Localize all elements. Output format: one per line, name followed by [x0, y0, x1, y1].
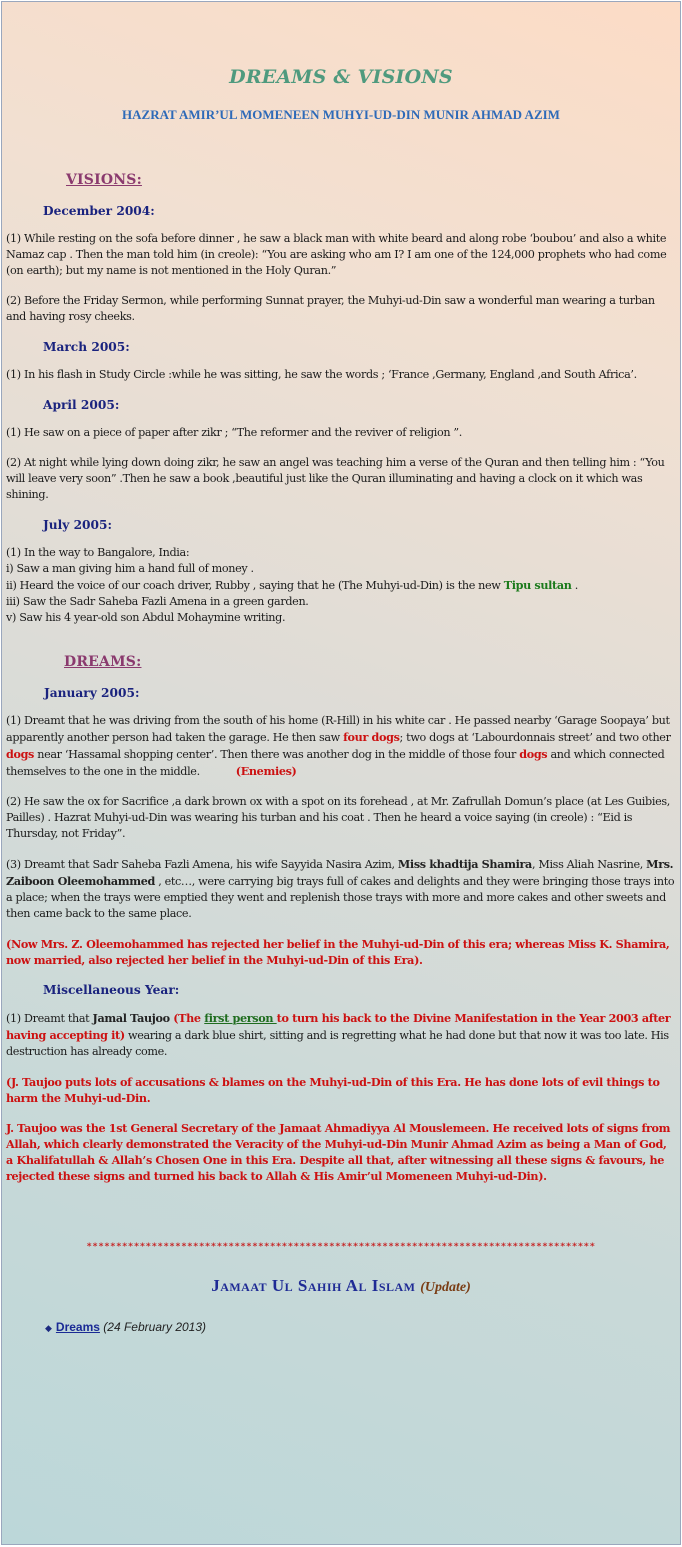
date-heading-mar-2005: March 2005:	[43, 340, 130, 354]
dream-text: and which connected themselves to the one in the middle.	[6, 748, 665, 778]
jamaat-heading	[2, 1276, 680, 1296]
dream-paragraph	[6, 856, 676, 922]
dream-text: (3) Dreamt that Sadr Saheba Fazli Amena, his wife Sayyida Nasira Azim,	[6, 858, 398, 871]
bold-name: Mrs. Zaiboon Oleemohammed	[6, 857, 674, 888]
star-divider: **************************************************************************************	[86, 1242, 596, 1252]
jamaat-name: Jamaat Ul Sahih Al Islam	[211, 1276, 416, 1295]
diamond-bullet-icon: ◆	[45, 1323, 52, 1333]
dreams-link[interactable]: Dreams	[55, 1320, 100, 1334]
vision-list-item	[6, 577, 676, 594]
vision-list-item: iii) Saw the Sadr Saheba Fazli Amena in a green garden.	[6, 595, 309, 608]
vision-paragraph: (2) Before the Friday Sermon, while performing Sunnat prayer, the Muhyi-ud-Din saw a wonderful man wearing a turban and having rosy cheeks.	[6, 294, 655, 323]
dreams-heading: DREAMS:	[64, 654, 142, 670]
dream-paragraph: (2) He saw the ox for Sacrifice ,a dark brown ox with a spot on its forehead , at Mr. Zafrullah Domun’s place (at Les Guibies, Pailles) . Hazrat Muhyi-ud-Din was wearing his turban and his coat . Then he heard a voice saying (in creole) : “Eid is Thursday, not Friday”.	[6, 795, 670, 840]
vision-paragraph: (1) He saw on a piece of paper after zikr ; “The reformer and the reviver of religion ”.	[6, 426, 463, 439]
vision-list-item: i) Saw a man giving him a hand full of money .	[6, 562, 254, 575]
vision-paragraph: (1) In his flash in Study Circle :while he was sitting, he saw the words ; ‘France ,Germany, England ,and South Africa’.	[6, 368, 637, 381]
highlight-text: four dogs	[343, 730, 400, 744]
date-heading-dec-2004: December 2004:	[43, 204, 155, 218]
visions-heading: VISIONS:	[66, 172, 142, 188]
dream-text: , etc…, were carrying big trays full of cakes and delights and they were bringing those trays into a place; when the trays were emptied they went and replenish those trays with more and more cakes and other sweets and then came back to the same place.	[6, 875, 675, 920]
highlight-text: (Enemies)	[235, 764, 297, 778]
date-heading-misc: Miscellaneous Year:	[43, 983, 180, 997]
bold-name: Miss khadtija Shamira	[397, 857, 532, 871]
highlight-text: Tipu sultan	[503, 578, 572, 592]
link-date: (24 February 2013)	[103, 1320, 207, 1334]
date-heading-apr-2005: April 2005:	[43, 398, 120, 412]
dream-text: , Miss Aliah Nasrine,	[531, 858, 647, 871]
dream-paragraph	[6, 1010, 676, 1060]
first-person-link[interactable]: first person	[204, 1011, 277, 1025]
page-title: DREAMS & VISIONS	[229, 66, 453, 88]
dream-text: wearing a dark blue shirt, sitting and is regretting what he had done but that now it was too late. His destruction has already come.	[6, 1029, 669, 1058]
date-heading-jan-2005: January 2005:	[44, 686, 140, 700]
vision-text: ii) Heard the voice of our coach driver, Rubby , saying that he (The Muhyi-ud-Din) is the new	[6, 579, 504, 592]
article-body	[6, 170, 676, 1198]
vision-list-item: v) Saw his 4 year-old son Abdul Mohaymine writing.	[6, 611, 286, 624]
dream-note: J. Taujoo was the 1st General Secretary of the Jamaat Ahmadiyya Al Mouslemeen. He received lots of signs from Allah, which clearly demonstrated the Veracity of the Muhyi-ud-Din Munir Ahmad Azim as being a Man of God, a Khalifatullah & Allah’s Chosen One in this Era. Despite all that, after witnessing all these signs & favours, he rejected these signs and turned his back to Allah & His Amir’ul Momeneen Muhyi-ud-Din).	[6, 1121, 671, 1183]
highlight-text: (The	[169, 1011, 205, 1025]
vision-text: .	[571, 579, 578, 592]
vision-paragraph: (1) In the way to Bangalore, India:	[6, 546, 190, 559]
update-label: (Update)	[420, 1280, 471, 1295]
dream-text: ; two dogs at ‘Labourdonnais street’ and two other	[399, 731, 671, 744]
vision-paragraph: (1) While resting on the sofa before dinner , he saw a black man with white beard and along robe ‘boubou’ and also a white Namaz cap . Then the man told him (in creole): “You are asking who am I? I am one of the 124,000 prophets who had come (on earth); but my name is not mentioned in the Holy Quran.”	[6, 232, 667, 277]
highlight-text: dogs	[6, 747, 35, 761]
dream-note: (Now Mrs. Z. Oleemohammed has rejected her belief in the Muhyi-ud-Din of this era; whereas Miss K. Shamira, now married, also rejected her belief in the Muhyi-ud-Din of this Era).	[6, 937, 670, 967]
highlight-text: dogs	[519, 747, 548, 761]
dream-paragraph	[6, 713, 676, 780]
page-frame	[1, 1, 681, 1545]
dream-text: near ‘Hassamal shopping center’. Then there was another dog in the middle of those four	[34, 748, 520, 761]
bold-name: Jamal Taujoo	[92, 1011, 170, 1025]
date-heading-jul-2005: July 2005:	[43, 518, 113, 532]
highlight-text: to turn his back to the Divine Manifestation in the Year 2003 after having accepting it)	[6, 1011, 671, 1042]
dream-text: (1) Dreamt that he was driving from the south of his home (R-Hill) in his white car . He passed nearby ‘Garage Soopaya’ but apparently another person had taken the garage. He then saw	[6, 714, 670, 744]
dream-text: (1) Dreamt that	[6, 1012, 93, 1025]
page-subtitle: HAZRAT AMIR’UL MOMENEEN MUHYI-UD-DIN MUNIR AHMAD AZIM	[122, 107, 560, 122]
dreams-link-row	[45, 1320, 206, 1334]
dream-note: (J. Taujoo puts lots of accusations & blames on the Muhyi-ud-Din of this Era. He has done lots of evil things to harm the Muhyi-ud-Din.	[6, 1075, 660, 1105]
vision-paragraph: (2) At night while lying down doing zikr, he saw an angel was teaching him a verse of the Quran and then telling him : “You will leave very soon” .Then he saw a book ,beautiful just like the Quran illuminating and having a clock on it which was shining.	[6, 456, 665, 501]
